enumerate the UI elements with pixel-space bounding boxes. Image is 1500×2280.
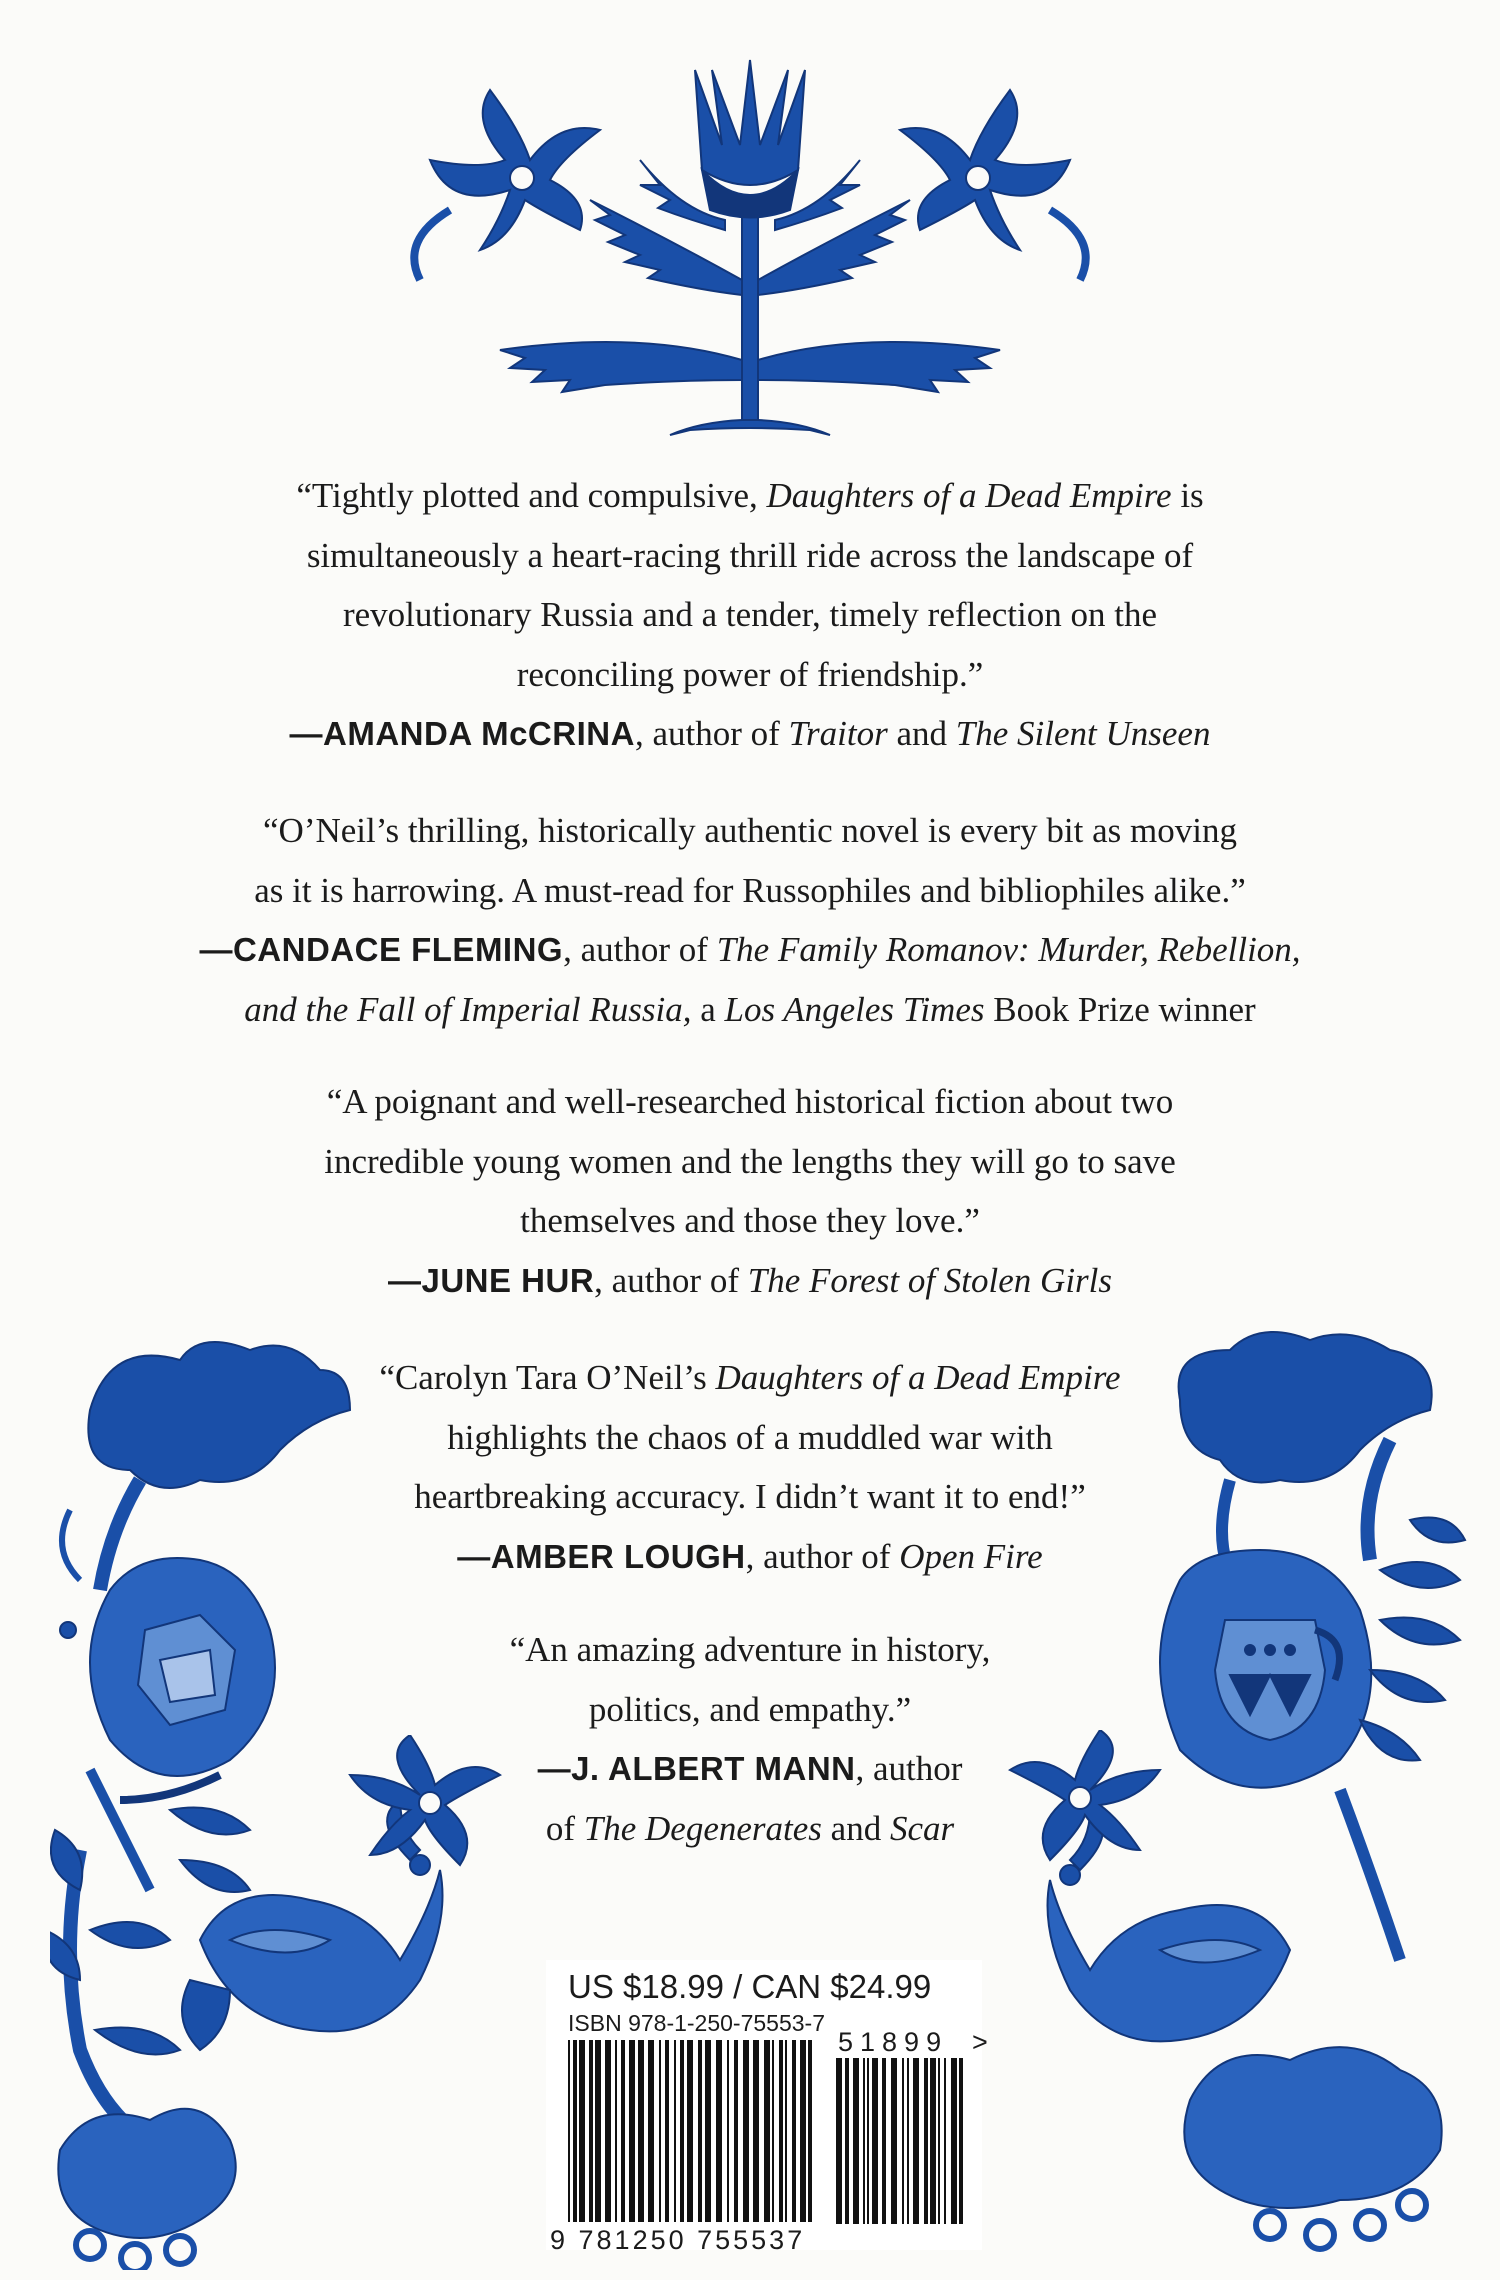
barcode-bar	[772, 2040, 774, 2222]
text-run: revolutionary Russia and a tender, timely reflection on the	[342, 595, 1158, 634]
addon-barcode	[836, 2058, 966, 2224]
text-run: , author of	[634, 714, 789, 753]
attribution-line	[450, 1799, 1050, 1859]
italic-title: Traitor	[788, 714, 888, 753]
italic-title: Daughters of a Dead Empire	[766, 476, 1172, 515]
barcode-bar	[734, 2040, 738, 2222]
quote-line	[150, 801, 1350, 861]
author-name: —J. ALBERT MANN	[537, 1750, 856, 1787]
barcode-bar	[659, 2040, 661, 2222]
quote-line	[150, 861, 1350, 921]
italic-title: Open Fire	[899, 1536, 1043, 1576]
text-run: is	[1171, 476, 1204, 515]
text-run: , author of	[594, 1260, 748, 1300]
attribution-line	[330, 1527, 1170, 1587]
barcode-bar	[638, 2040, 644, 2222]
text-run: and	[821, 1808, 890, 1848]
text-run: “A poignant and well-researched historical fiction about two	[326, 1082, 1174, 1121]
barcode-bar	[913, 2058, 919, 2224]
text-run: “O’Neil’s thrilling, historically authentic novel is every bit as moving	[263, 811, 1237, 850]
text-run: politics, and empathy.”	[588, 1689, 912, 1729]
quote-line	[250, 1072, 1250, 1132]
author-name: —AMBER LOUGH	[457, 1537, 746, 1575]
italic-title: Daughters of a Dead Empire	[715, 1358, 1121, 1397]
barcode-bar	[891, 2058, 897, 2224]
text-run: , author of	[745, 1536, 900, 1576]
quote-line	[330, 1467, 1170, 1527]
attribution-line	[200, 704, 1300, 764]
barcode-bar	[836, 2058, 842, 2224]
text-run: simultaneously a heart-racing thrill ride across the landscape of	[306, 535, 1194, 575]
barcode-bar	[764, 2040, 770, 2222]
author-name: —JUNE HUR	[387, 1261, 595, 1299]
barcode-bar	[680, 2040, 684, 2222]
barcode-bar	[863, 2058, 865, 2224]
barcode-bar	[779, 2040, 783, 2222]
addon-arrow: >	[972, 2027, 988, 2057]
barcode-bar	[698, 2040, 702, 2222]
italic-title: Los Angeles Times	[724, 989, 985, 1029]
barcode-bar	[665, 2040, 669, 2222]
text-run: “Tightly plotted and compulsive,	[296, 476, 767, 515]
quote-line	[330, 1408, 1170, 1468]
attribution-line	[450, 1739, 1050, 1799]
barcode-bar	[629, 2040, 635, 2222]
barcode-bar	[674, 2040, 676, 2222]
barcode-bar	[951, 2058, 957, 2224]
text-run: as it is harrowing. A must-read for Russophiles and bibliophiles alike.”	[254, 870, 1246, 910]
quote-line	[450, 1620, 1050, 1680]
quote-line	[200, 466, 1300, 526]
ean-barcode	[568, 2040, 818, 2222]
barcode-bar	[615, 2040, 617, 2222]
barcode-bar	[845, 2058, 849, 2224]
text-run: Book Prize winner	[984, 989, 1256, 1029]
blurb-hur	[250, 1072, 1250, 1310]
quote-line	[330, 1348, 1170, 1408]
barcode-bar	[589, 2040, 593, 2222]
quote-line	[200, 645, 1300, 705]
author-name: —CANDACE FLEMING	[199, 931, 564, 968]
barcode-bar	[907, 2058, 909, 2224]
text-run: , author	[855, 1749, 963, 1788]
barcode-bar	[938, 2058, 940, 2224]
quote-line	[200, 585, 1300, 645]
barcode-bar	[727, 2040, 729, 2222]
barcode-bar	[595, 2040, 601, 2222]
text-run: , author of	[563, 930, 717, 969]
barcode-bar	[800, 2040, 806, 2222]
barcode-bar	[621, 2040, 625, 2222]
barcode-bar	[872, 2058, 878, 2224]
text-run: and	[887, 714, 956, 753]
blurb-lough	[330, 1348, 1170, 1586]
barcode-bar	[902, 2058, 904, 2224]
text-run: “An amazing adventure in history,	[509, 1630, 991, 1669]
barcode-bar	[705, 2040, 711, 2222]
barcode-bar	[579, 2040, 585, 2222]
barcode-bar	[753, 2040, 759, 2222]
text-run: themselves and those they love.”	[520, 1201, 980, 1240]
attribution-line	[250, 1251, 1250, 1311]
italic-title: The Degenerates	[583, 1808, 822, 1848]
italic-title: The Forest of Stolen Girls	[747, 1260, 1113, 1300]
barcode-bar	[605, 2040, 611, 2222]
barcode-bar	[716, 2040, 722, 2222]
barcode-bar	[882, 2058, 886, 2224]
barcode-bar	[853, 2058, 859, 2224]
ean-digits: 9 781250 755537	[550, 2225, 806, 2255]
author-name: —AMANDA McCRINA	[289, 715, 635, 752]
italic-title: and the Fall of Imperial Russia,	[244, 989, 692, 1029]
barcode-bar	[785, 2040, 787, 2222]
barcode-bar	[959, 2058, 963, 2224]
barcode-bar	[687, 2040, 693, 2222]
barcode-bar	[573, 2040, 577, 2222]
text-run: reconciling power of friendship.”	[516, 654, 984, 694]
text-run: incredible young women and the lengths they will go to save	[324, 1141, 1176, 1181]
barcode-bar	[792, 2040, 796, 2222]
barcode-bar	[808, 2040, 812, 2222]
quote-line	[250, 1191, 1250, 1251]
quote-line	[200, 526, 1300, 586]
quote-line	[450, 1680, 1050, 1740]
blurb-fleming	[150, 801, 1350, 1039]
price-label: US $18.99 / CAN $24.99	[568, 1968, 932, 2005]
quote-line	[250, 1132, 1250, 1192]
attribution-line	[150, 920, 1350, 980]
italic-title: The Silent Unseen	[955, 714, 1211, 753]
isbn-label: ISBN 978-1-250-75553-7	[568, 2010, 825, 2036]
barcode-bar	[648, 2040, 654, 2222]
barcode-bar	[867, 2058, 869, 2224]
thistle-icon	[340, 50, 1160, 440]
barcode-bar	[924, 2058, 928, 2224]
text-run: of	[545, 1808, 584, 1848]
text-run: “Carolyn Tara O’Neil’s	[379, 1358, 716, 1397]
blurb-mann	[450, 1620, 1050, 1858]
addon-digits: 51899	[838, 2027, 949, 2057]
barcode-bar	[568, 2040, 570, 2222]
barcode-bar	[944, 2058, 946, 2224]
italic-title: Scar	[889, 1808, 955, 1848]
italic-title: The Family Romanov: Murder, Rebellion,	[716, 930, 1301, 969]
text-run: highlights the chaos of a muddled war with	[447, 1417, 1053, 1457]
barcode-bar	[743, 2040, 749, 2222]
flower-icon	[1150, 2020, 1480, 2270]
attribution-line	[150, 980, 1350, 1040]
barcode-bar	[930, 2058, 936, 2224]
text-run: a	[691, 989, 725, 1029]
blurb-mccrina	[200, 466, 1300, 764]
text-run: heartbreaking accuracy. I didn’t want it to end!”	[414, 1477, 1086, 1516]
